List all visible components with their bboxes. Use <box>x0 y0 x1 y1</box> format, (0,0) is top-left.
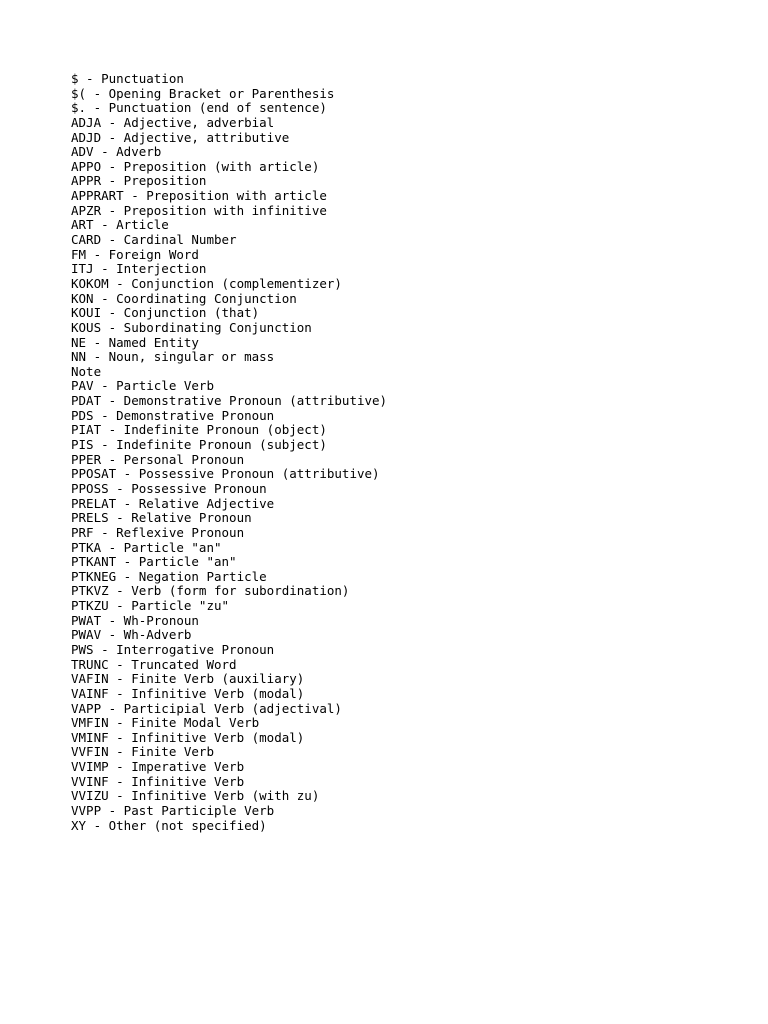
tag-line: $. - Punctuation (end of sentence) <box>71 100 327 116</box>
tag-line: KOUI - Conjunction (that) <box>71 305 260 321</box>
tag-line: CARD - Cardinal Number <box>71 232 237 248</box>
tag-line: PDS - Demonstrative Pronoun <box>71 407 275 423</box>
tag-line: ITJ - Interjection <box>71 261 207 277</box>
tag-line: PRELS - Relative Pronoun <box>71 510 252 526</box>
tag-line: NE - Named Entity <box>71 334 199 350</box>
tag-line: PRELAT - Relative Adjective <box>71 495 275 511</box>
tag-line: PTKA - Particle "an" <box>71 539 222 555</box>
tag-line: VVINF - Infinitive Verb <box>71 773 245 789</box>
tag-line: ART - Article <box>71 217 169 233</box>
tag-line: APPRART - Preposition with article <box>71 188 327 204</box>
tag-line: VAINF - Infinitive Verb (modal) <box>71 685 305 701</box>
tag-line: APPR - Preposition <box>71 173 207 189</box>
tag-line: KOKOM - Conjunction (complementizer) <box>71 275 342 291</box>
tag-line: APPO - Preposition (with article) <box>71 158 320 174</box>
tag-line: PWS - Interrogative Pronoun <box>71 641 275 657</box>
tag-line: ADJA - Adjective, adverbial <box>71 114 275 130</box>
tag-line: PWAV - Wh-Adverb <box>71 627 192 643</box>
tag-line: VAFIN - Finite Verb (auxiliary) <box>71 671 305 687</box>
tag-line: VVPP - Past Participle Verb <box>71 803 275 819</box>
tag-line: PIAT - Indefinite Pronoun (object) <box>71 422 327 438</box>
pos-tag-list <box>71 72 387 833</box>
tag-line: XY - Other (not specified) <box>71 817 267 833</box>
tag-line: VAPP - Participial Verb (adjectival) <box>71 700 342 716</box>
tag-line: NN - Noun, singular or mass <box>71 349 275 365</box>
tag-line: PRF - Reflexive Pronoun <box>71 524 245 540</box>
tag-line: $( - Opening Bracket or Parenthesis <box>71 85 335 101</box>
tag-line: PTKZU - Particle "zu" <box>71 598 230 614</box>
tag-line: PDAT - Demonstrative Pronoun (attributive) <box>71 393 388 409</box>
tag-line: APZR - Preposition with infinitive <box>71 202 327 218</box>
tag-line: PWAT - Wh-Pronoun <box>71 612 199 628</box>
tag-line: FM - Foreign Word <box>71 246 199 262</box>
tag-line: VVIZU - Infinitive Verb (with zu) <box>71 788 320 804</box>
tag-line: PAV - Particle Verb <box>71 378 214 394</box>
tag-line: PPOSS - Possessive Pronoun <box>71 480 267 496</box>
tag-line: PPOSAT - Possessive Pronoun (attributive) <box>71 466 380 482</box>
tag-line: PPER - Personal Pronoun <box>71 451 245 467</box>
tag-line: ADJD - Adjective, attributive <box>71 129 290 145</box>
tag-line: PTKANT - Particle "an" <box>71 554 237 570</box>
tag-line: TRUNC - Truncated Word <box>71 656 237 672</box>
tag-line: Note <box>71 363 102 379</box>
tag-line: $ - Punctuation <box>71 71 184 86</box>
tag-line: VMFIN - Finite Modal Verb <box>71 715 260 731</box>
tag-line: PTKVZ - Verb (form for subordination) <box>71 583 350 599</box>
tag-line: KOUS - Subordinating Conjunction <box>71 319 312 335</box>
tag-line: PTKNEG - Negation Particle <box>71 568 267 584</box>
tag-line: ADV - Adverb <box>71 144 162 160</box>
tag-line: PIS - Indefinite Pronoun (subject) <box>71 437 327 453</box>
tag-line: VMINF - Infinitive Verb (modal) <box>71 729 305 745</box>
tag-line: KON - Coordinating Conjunction <box>71 290 297 306</box>
tag-line: VVFIN - Finite Verb <box>71 744 214 760</box>
tag-line: VVIMP - Imperative Verb <box>71 759 245 775</box>
